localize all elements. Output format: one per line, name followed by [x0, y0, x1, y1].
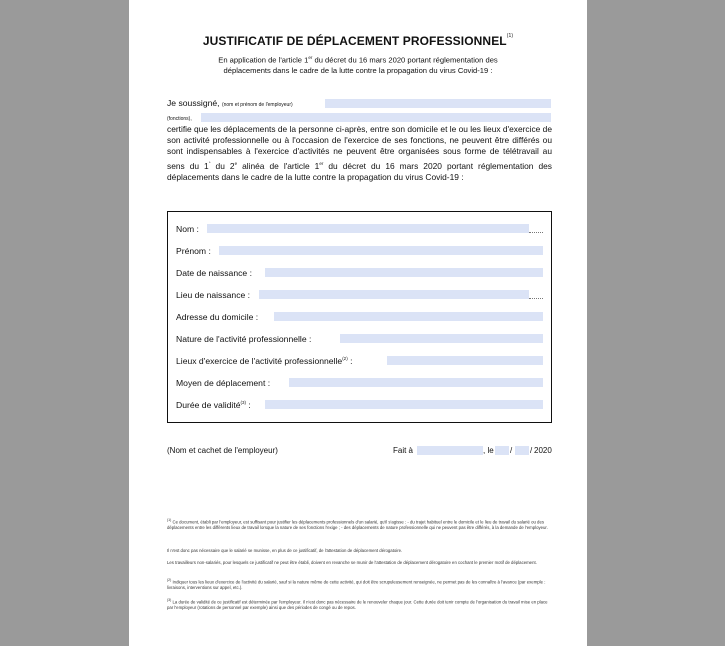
prenom-field[interactable]: [219, 246, 543, 255]
document-title: JUSTIFICATIF DE DÉPLACEMENT PROFESSIONNEL$^{(1)}$: [202, 33, 514, 48]
footnote-1: $^{(1)}$ Ce document, établi par l'employeur, est suffisant pour justifier les déplacements professionnels d'un salarié, qu'il s'agisse : - du trajet habituel entre le domicile et le lieu de travail du salarié ou des déplacements entre les différents lieux de travail lorsque la nature de ses fonctions l'exige ; - des déplacements de nature professionnelle qui ne peuvent pas être différés, à la demande de l'employeur.: [167, 518, 548, 531]
footnote-2: $^{(2)}$ Indiquer tous les lieux d'exercice de l'activité du salarié, sauf si la nature même de cette activité, qui doit être scrupuleusement renseignée, ne permet pas de les connaître à l'avance (par exemple : livraisons, interventions sur appel, etc.).: [167, 578, 546, 591]
moyen-label: Moyen de déplacement :: [176, 378, 271, 388]
fonctions-hint: (fonctions),: [167, 116, 192, 122]
footnote-1b: Il n'est donc pas nécessaire que le salarié se munisse, en plus de ce justificatif, de l'attestation de déplacement dérogatoire.: [167, 548, 403, 553]
certification-paragraph: certifie que les déplacements de la personne ci-après, entre son domicile et le ou les lieux d'exercice de son activité professionnelle ou à l'occasion de l'exercice de ses fonctions, ne peuvent être différés ou sont indispensables à l'exercice d'activités ne peuvent être organisées sous forme de télétravail au sens du 1° du 2e alinéa de l'article 1er du décret du 16 mars 2020 portant réglementation des déplacements dans le cadre de la lutte contre la propagation du virus Covid-19 :: [167, 124, 552, 182]
employer-function-field[interactable]: [201, 113, 551, 122]
adresse-label: Adresse du domicile :: [176, 312, 259, 322]
duree-label: Durée de validité$^{(3)}$ :: [176, 400, 251, 410]
le-label: , le: [483, 446, 494, 455]
day-field[interactable]: [495, 446, 509, 455]
adresse-field[interactable]: [274, 312, 543, 321]
footnote-3: $^{(3)}$ La durée de validité de ce justificatif est déterminée par l'employeur. Il n'est donc pas nécessaire de le renouveler chaque jour. Cette durée doit tenir compte de l'organisation du travail mise en place par l'employeur (rotations de personnel par exemple) ainsi que des périodes de congé ou de repos.: [167, 598, 548, 611]
soussigne-line: Je soussigné, (nom et prénom de l'employeur): [167, 98, 293, 108]
lieu-naissance-field[interactable]: [259, 290, 529, 299]
document-subtitle: En application de l'article 1er du décret du 16 mars 2020 portant réglementation des déplacements dans le cadre de la lutte contre la propagation du virus Covid-19 :: [218, 55, 498, 75]
year-text: 2020: [534, 446, 552, 455]
month-field[interactable]: [515, 446, 529, 455]
title-footnote-ref: (1): [506, 33, 514, 39]
date-naissance-label: Date de naissance :: [176, 268, 252, 278]
footnote-1c: Les travailleurs non-salariés, pour lesquels ce justificatif ne peut être établi, doivent en revanche se munir de l'attestation de déplacement dérogatoire en cochant le premier motif de déplacement.: [167, 560, 537, 565]
nature-label: Nature de l'activité professionnelle :: [176, 334, 312, 344]
nom-label: Nom :: [176, 224, 199, 234]
fait-a-label: Fait à: [393, 446, 414, 455]
prenom-label: Prénom :: [176, 246, 211, 256]
employer-name-field[interactable]: [325, 99, 551, 108]
document-page: JUSTIFICATIF DE DÉPLACEMENT PROFESSIONNEL$^{(1)}$ En application de l'article 1er du décret du 16 mars 2020 portant réglementation des déplacements dans le cadre de la lutte contre la propagation du virus Covid-19 : Je soussigné, (nom et prénom de l'employeur) (fonctions), certifie que les déplacements de la personne ci-après, entre son domicile et le ou les lieux d'exercice de son activité professionnelle ou à l'occasion de l'exercice de ses fonctions, ne peuvent être différés ou sont indispensables à l'exercice d'activités ne peuvent être organisées sous forme de télétravail au sens du 1° du 2e alinéa de l'article 1er du décret du 16 mars 2020 portant réglementation des déplacements dans le cadre de la lutte contre la propagation du virus Covid-19 : Nom : Prénom : Date de naissance : Lieu de naissance : Adresse du domicile : Nature de l'activité professionnelle : Lieux d'exercice de l'activité professionnelle$^{(2)}$ : Moyen de déplacement : Durée de validité$^{(3)}$ : (Nom et cachet de l'employeur) Fait à , le / / 2020 $^{(1)}$ Ce document, établi par l'employeur, est suffisant pour justifier les déplacements professionnels d'un salarié, qu'il s'agisse : - du trajet habituel entre le domicile et le lieu de travail du salarié ou des déplacements entre les différents lieux de travail lorsque la nature de ses fonctions l'exige ; - des déplacements de nature professionnelle qui ne peuvent pas être différés, à la demande de l'employeur. Il n'est donc pas nécessaire que le salarié se munisse, en plus de ce justificatif, de l'attestation de déplacement dérogatoire. Les travailleurs non-salariés, pour lesquels ce justificatif ne peut être établi, doivent en revanche se munir de l'attestation de déplacement dérogatoire en cochant le premier motif de déplacement. $^{(2)}$ Indiquer tous les lieux d'exercice de l'activité du salarié, sauf si la nature même de cette activité, qui doit être scrupuleusement renseignée, ne permet pas de les connaître à l'avance (par exemple : livraisons, interventions sur appel, etc.). $^{(3)}$ La durée de validité de ce justificatif est déterminée par l'employeur. Il n'est donc pas nécessaire de le renouveler chaque jour. Cette durée doit tenir compte de l'organisation du travail mise en place par l'employeur (rotations de personnel par exemple) ainsi que des périodes de congé ou de repos.: [129, 0, 587, 646]
date-naissance-field[interactable]: [265, 268, 543, 277]
lieux-field[interactable]: [387, 356, 543, 365]
moyen-field[interactable]: [289, 378, 543, 387]
nature-field[interactable]: [340, 334, 543, 343]
nom-field[interactable]: [207, 224, 529, 233]
lieu-naissance-label: Lieu de naissance :: [176, 290, 251, 300]
duree-field[interactable]: [265, 400, 543, 409]
fait-a-field[interactable]: [417, 446, 483, 455]
cachet-label: (Nom et cachet de l'employeur): [167, 446, 278, 455]
lieux-label: Lieux d'exercice de l'activité professionnelle$^{(2)}$ :: [176, 356, 353, 366]
employee-info-box: [167, 211, 552, 423]
